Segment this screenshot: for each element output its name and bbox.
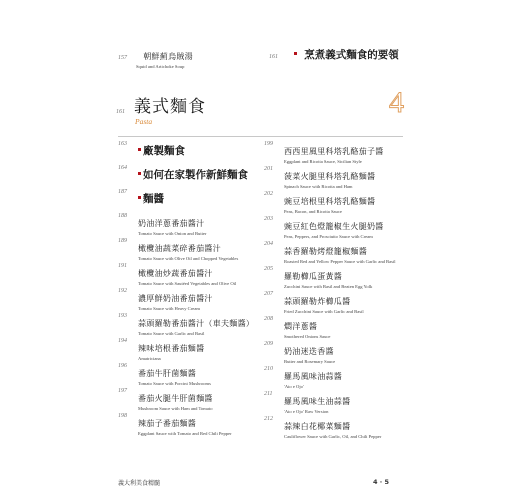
page-number: 191: [118, 263, 127, 269]
page-number: 194: [118, 338, 127, 344]
entry-title-zh: 蒜頭羅勒番茄醬汁（車夫麵醬）: [138, 319, 255, 328]
entry-title-zh: 烹煮義式麵食的要領: [304, 49, 399, 61]
entry-title-zh: 辣茄子番茄麵醬: [138, 419, 197, 428]
entry-title-en: Cauliflower Sauce with Garlic, Oil, and Chili Pepper: [284, 434, 382, 439]
entry-title-en: Mushroom Sauce with Ham and Tomato: [138, 406, 213, 411]
entry-title-zh: 麵醬: [143, 193, 164, 205]
entry-title-en: Amatriciana: [138, 356, 161, 361]
entry-title-en: 'Aio e Ojo': [284, 384, 304, 389]
page-number: 193: [118, 313, 127, 319]
entry-title-zh: 菠菜火腿里科塔乳酪麵醬: [284, 172, 376, 181]
entry-title-zh: 濃厚鮮奶油番茄醬汁: [138, 294, 213, 303]
entry-title-en: Tomato Sauce with Garlic and Basil: [138, 331, 205, 336]
footer-book-title: 義大利美食精髓: [118, 480, 161, 487]
toc-entry: [118, 286, 263, 311]
toc-entry: [118, 261, 263, 286]
page-number: 210: [264, 366, 273, 372]
footer-page-numbers: 4 · 5: [373, 478, 390, 486]
page-number: 188: [118, 213, 127, 219]
entry-title-en: Smothered Onions Sauce: [284, 334, 331, 339]
toc-entry: [118, 336, 263, 361]
bullet-marker: [294, 52, 297, 55]
chapter-title: 義式麵食: [134, 97, 206, 117]
entry-title-zh: 橄欖油炒蔬番茄醬汁: [138, 269, 213, 278]
entry-title-zh: 燜洋蔥醬: [284, 322, 318, 331]
entry-title-zh: 番茄火腿牛肝菌麵醬: [138, 394, 213, 403]
toc-entry: [264, 164, 409, 189]
entry-title-zh: 蒜頭羅勒炸櫛瓜醬: [284, 297, 351, 306]
entry-title-en: Tomato Sauce with Olive Oil and Chopped Vegetables: [138, 256, 239, 261]
chapter-divider: [118, 136, 403, 137]
page-number: 212: [264, 416, 273, 422]
toc-entry: [118, 139, 263, 163]
chapter-number: 4: [389, 86, 404, 119]
entry-title-en: Spinach Sauce with Ricotta and Ham: [284, 184, 353, 189]
entry-title-zh: 朝鮮薊烏賊湯: [143, 52, 193, 61]
entry-title-en: Squid and Artichoke Soup: [136, 64, 185, 69]
page-number: 197: [118, 388, 127, 394]
toc-entry: [118, 311, 263, 336]
toc-entry: [264, 414, 409, 439]
entry-title-en: Tomato Sauce with Onion and Butter: [138, 231, 207, 236]
toc-entry: [118, 163, 263, 187]
page-number: 198: [118, 413, 127, 419]
toc-entry: [264, 314, 409, 339]
entry-title-en: Eggplant and Ricotta Sauce, Sicilian Style: [284, 159, 362, 164]
entry-title-zh: 番茄牛肝菌麵醬: [138, 369, 197, 378]
entry-title-en: Zucchini Sauce with Basil and Beaten Egg Yolk: [284, 284, 373, 289]
toc-entry: [118, 187, 263, 211]
entry-title-zh: 羅馬風味油蒜醬: [284, 372, 343, 381]
toc-entry: [118, 411, 263, 436]
entry-title-en: 'Aio e Ojo' Raw Version: [284, 409, 329, 414]
page-number: 199: [264, 141, 273, 147]
entry-title-zh: 羅馬風味生油蒜醬: [284, 397, 351, 406]
toc-entry: [264, 139, 409, 164]
page-number: 205: [264, 266, 273, 272]
entry-title-zh: 橄欖油蔬菜碎番茄醬汁: [138, 244, 221, 253]
entry-title-en: Tomato Sauce with Sautéed Vegetables and Olive Oil: [138, 281, 237, 286]
toc-entry: [264, 364, 409, 389]
entry-title-en: Fried Zucchini Sauce with Garlic and Basil: [284, 309, 364, 314]
entry-title-en: Peas, Bacon, and Ricotta Sauce: [284, 209, 342, 214]
entry-title-zh: 豌豆培根里科塔乳酪麵醬: [284, 197, 376, 206]
page-number: 192: [118, 288, 127, 294]
page-number: 204: [264, 241, 273, 247]
entry-title-zh: 羅勒櫛瓜蛋黃醬: [284, 272, 343, 281]
bullet-marker: [138, 148, 141, 151]
page-number: 189: [118, 238, 127, 244]
page-number: 208: [264, 316, 273, 322]
page-number: 187: [118, 189, 127, 195]
entry-title-zh: 西西里風里科塔乳酪茄子醬: [284, 147, 384, 156]
toc-entry: [118, 211, 263, 236]
page-number: 164: [118, 165, 127, 171]
chapter-page-number: 161: [116, 109, 125, 115]
page-number: 209: [264, 341, 273, 347]
page-number: 161: [269, 54, 278, 60]
entry-title-en: Roasted Red and Yellow Pepper Sauce with Garlic and Basil: [284, 259, 396, 264]
page-number: 201: [264, 166, 273, 172]
page-number: 207: [264, 291, 273, 297]
entry-title-en: Peas, Peppers, and Prosciutto Sauce with Cream: [284, 234, 373, 239]
entry-title-zh: 奶油洋蔥番茄醬汁: [138, 219, 205, 228]
entry-title-zh: 奶油迷迭香醬: [284, 347, 334, 356]
contents-left-column: [118, 139, 263, 436]
top-left-entry: [118, 44, 193, 69]
page-number: 196: [118, 363, 127, 369]
chapter-heading: [116, 86, 406, 132]
chapter-subtitle: Pasta: [135, 117, 153, 126]
entry-title-zh: 如何在家製作新鮮麵食: [143, 169, 248, 181]
entry-title-zh: 豌豆紅色燈籠椒生火腿奶醬: [284, 222, 384, 231]
entry-title-zh: 辣味培根番茄麵醬: [138, 344, 205, 353]
toc-entry: [264, 389, 409, 414]
entry-title-zh: 廠製麵食: [143, 145, 185, 157]
toc-entry: [118, 361, 263, 386]
page-number: 163: [118, 141, 127, 147]
entry-title-zh: 蒜香羅勒烤燈籠椒麵醬: [284, 247, 367, 256]
toc-entry: [118, 236, 263, 261]
bullet-marker: [138, 172, 141, 175]
page-number: 157: [118, 55, 127, 61]
toc-entry: [264, 239, 409, 264]
contents-right-column: [264, 139, 409, 439]
page-number: 203: [264, 216, 273, 222]
entry-title-en: Butter and Rosemary Sauce: [284, 359, 336, 364]
toc-entry: [264, 214, 409, 239]
bullet-marker: [138, 196, 141, 199]
toc-entry: [118, 386, 263, 411]
toc-entry: [264, 339, 409, 364]
entry-title-zh: 蒜辣白花椰菜麵醬: [284, 422, 351, 431]
toc-entry: [264, 264, 409, 289]
toc-entry: [264, 289, 409, 314]
entry-title-en: Eggplant Sauce with Tomato and Red Chili Pepper: [138, 431, 232, 436]
entry-title-en: Tomato Sauce with Heavy Cream: [138, 306, 200, 311]
page-number: 202: [264, 191, 273, 197]
top-right-entry: [269, 43, 399, 62]
toc-entry: [264, 189, 409, 214]
entry-title-en: Tomato Sauce with Porcini Mushrooms: [138, 381, 211, 386]
page-number: 211: [264, 391, 273, 397]
